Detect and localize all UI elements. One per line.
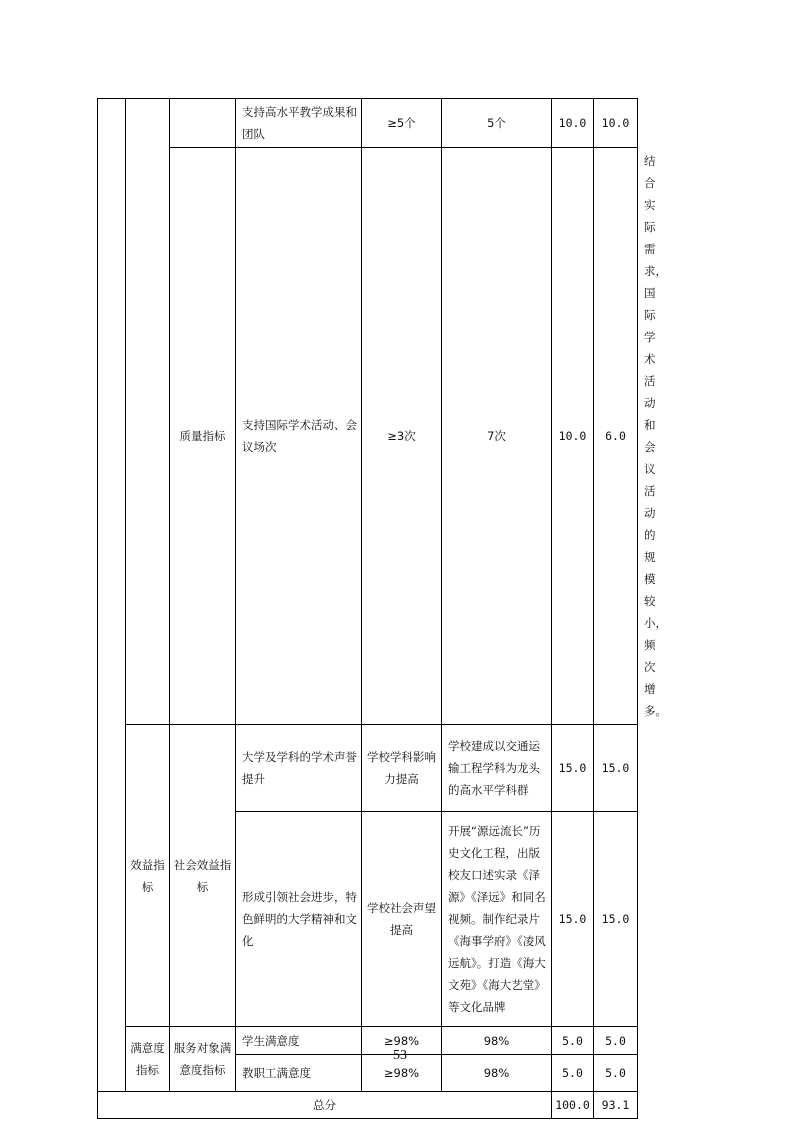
score-cell: 15.0: [594, 725, 638, 812]
total-label: 总分: [98, 1092, 552, 1119]
indicator-cell: 支持国际学术活动、会议场次: [236, 148, 362, 725]
weight-cell: 5.0: [552, 1055, 594, 1092]
score-cell: 5.0: [594, 1055, 638, 1092]
actual-cell: 5个: [442, 99, 552, 148]
actual-cell: 7次: [442, 148, 552, 725]
indicator-cell: 大学及学科的学术声誉提升: [236, 725, 362, 812]
tier2-cell: 服务对象满意度指标: [170, 1027, 236, 1092]
weight-cell: 5.0: [552, 1027, 594, 1055]
indicator-cell: 学生满意度: [236, 1027, 362, 1055]
score-cell: 5.0: [594, 1027, 638, 1055]
score-cell: 6.0: [594, 148, 638, 725]
empty-tier2-cell: [170, 99, 236, 148]
tier2-cell: 社会效益指标: [170, 725, 236, 1027]
actual-cell: 学校建成以交通运输工程学科为龙头的高水平学科群: [442, 725, 552, 812]
page-number: 53: [393, 1048, 407, 1063]
table-row: [98, 99, 638, 148]
target-cell: ≥3次: [362, 148, 442, 725]
actual-cell: 98%: [442, 1055, 552, 1092]
actual-cell: 开展“源远流长”历史文化工程，出版校友口述实录《泽源》《泽远》和同名视频。制作纪录片《海事学府》《凌风远航》。打造《海大文苑》《海大艺堂》等文化品牌: [442, 812, 552, 1027]
target-cell: 学校社会声望提高: [362, 812, 442, 1027]
weight-cell: 15.0: [552, 812, 594, 1027]
table-row: 质量指标 支持国际学术活动、会议场次 ≥3次 7次 10.0 6.0 结合实际需求，国际学术活动和会议活动的规模较小，频次增多。: [98, 148, 638, 725]
weight-cell: 15.0: [552, 725, 594, 812]
score-cell: 15.0: [594, 812, 638, 1027]
total-row: [98, 1092, 638, 1119]
empty-tier1-cell: [126, 99, 170, 725]
tier1-cell: 效益指标: [126, 725, 170, 1027]
total-score: 93.1: [594, 1092, 638, 1119]
target-cell: 学校学科影响力提高: [362, 725, 442, 812]
target-cell: ≥98%: [362, 1055, 442, 1092]
performance-table: [97, 98, 667, 1119]
actual-cell: 98%: [442, 1027, 552, 1055]
target-cell: ≥5个: [362, 99, 442, 148]
target-cell: ≥98%: [362, 1027, 442, 1055]
indicator-cell: 教职工满意度: [236, 1055, 362, 1092]
weight-cell: 10.0: [552, 148, 594, 725]
table-row: [98, 725, 638, 812]
total-weight: 100.0: [552, 1092, 594, 1119]
score-cell: 10.0: [594, 99, 638, 148]
tier2-cell: 质量指标: [170, 148, 236, 725]
weight-cell: 10.0: [552, 99, 594, 148]
tier1-cell: 满意度指标: [126, 1027, 170, 1092]
indicator-cell: 支持高水平教学成果和团队: [236, 99, 362, 148]
indicator-cell: 形成引领社会进步，特色鲜明的大学精神和文化: [236, 812, 362, 1027]
empty-outer-cell: [98, 99, 126, 1092]
